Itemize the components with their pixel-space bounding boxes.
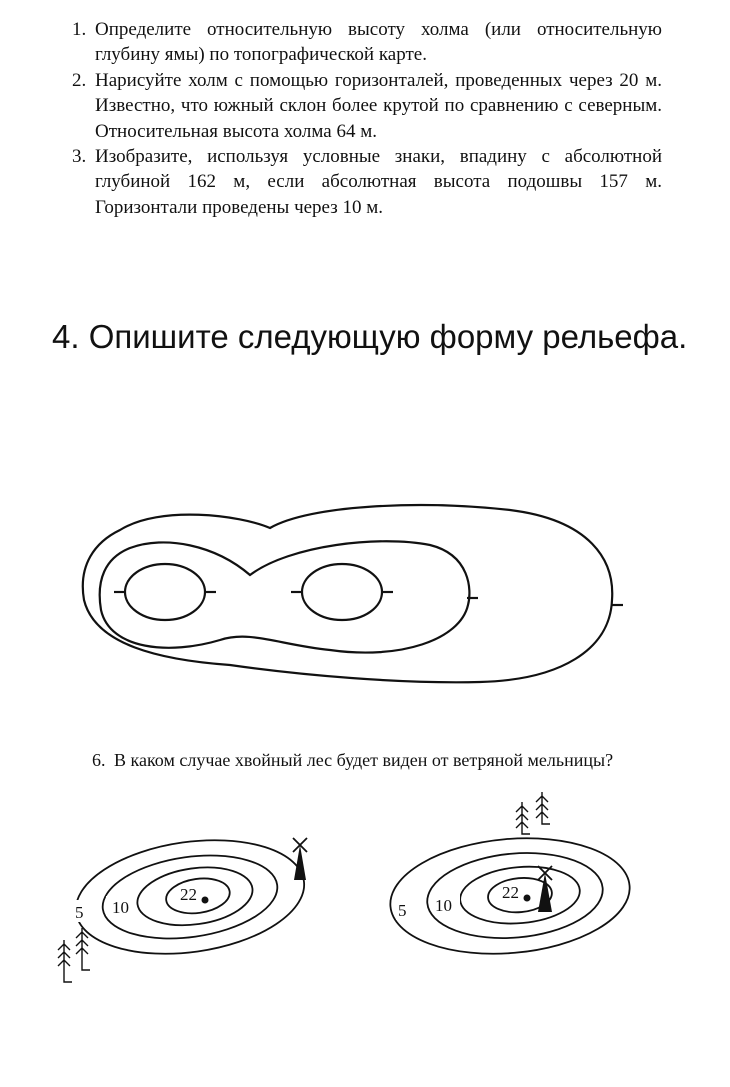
contour-label-10: 10 (112, 898, 129, 917)
coniferous-forest-icon (58, 928, 90, 982)
hill-map-right (385, 792, 634, 963)
relief-contour-map (83, 505, 623, 682)
windmill-icon (538, 866, 552, 912)
contour-label-5: 5 (398, 901, 407, 920)
windmill-icon (293, 838, 307, 880)
task-4-heading: 4. Опишите следующую форму рельефа. (52, 318, 688, 355)
depression-contour-left (125, 564, 205, 620)
hill-map-left (58, 827, 312, 982)
depression-contour-right (302, 564, 382, 620)
inner-contour (100, 541, 470, 652)
task-1: 1. Определите относительную высоту холма (или относительную глубину ямы) по топографической карте. (72, 19, 662, 66)
contour-label-10: 10 (435, 896, 452, 915)
peak-label-22: 22 (502, 883, 519, 902)
task-2: 2. Нарисуйте холм с помощью горизонталей, проведенных через 20 м. Известно, что южный склон более крутой по сравнению с северным. Относительная высота холма 64 м. (72, 69, 662, 142)
peak-label-22: 22 (180, 885, 197, 904)
task-3: 3. Изобразите, используя условные знаки, впадину с абсолютной глубиной 162 м, если абсолютная высота подошвы 157 м. Горизонтали проведены через 10 м. (72, 146, 662, 218)
coniferous-forest-icon (516, 792, 550, 834)
task-6: 6. В каком случае хвойный лес будет виден от ветряной мельницы? (92, 750, 614, 770)
slope-tick-marks (114, 592, 623, 605)
contour-label-5: 5 (75, 903, 84, 922)
outer-contour (83, 505, 612, 682)
